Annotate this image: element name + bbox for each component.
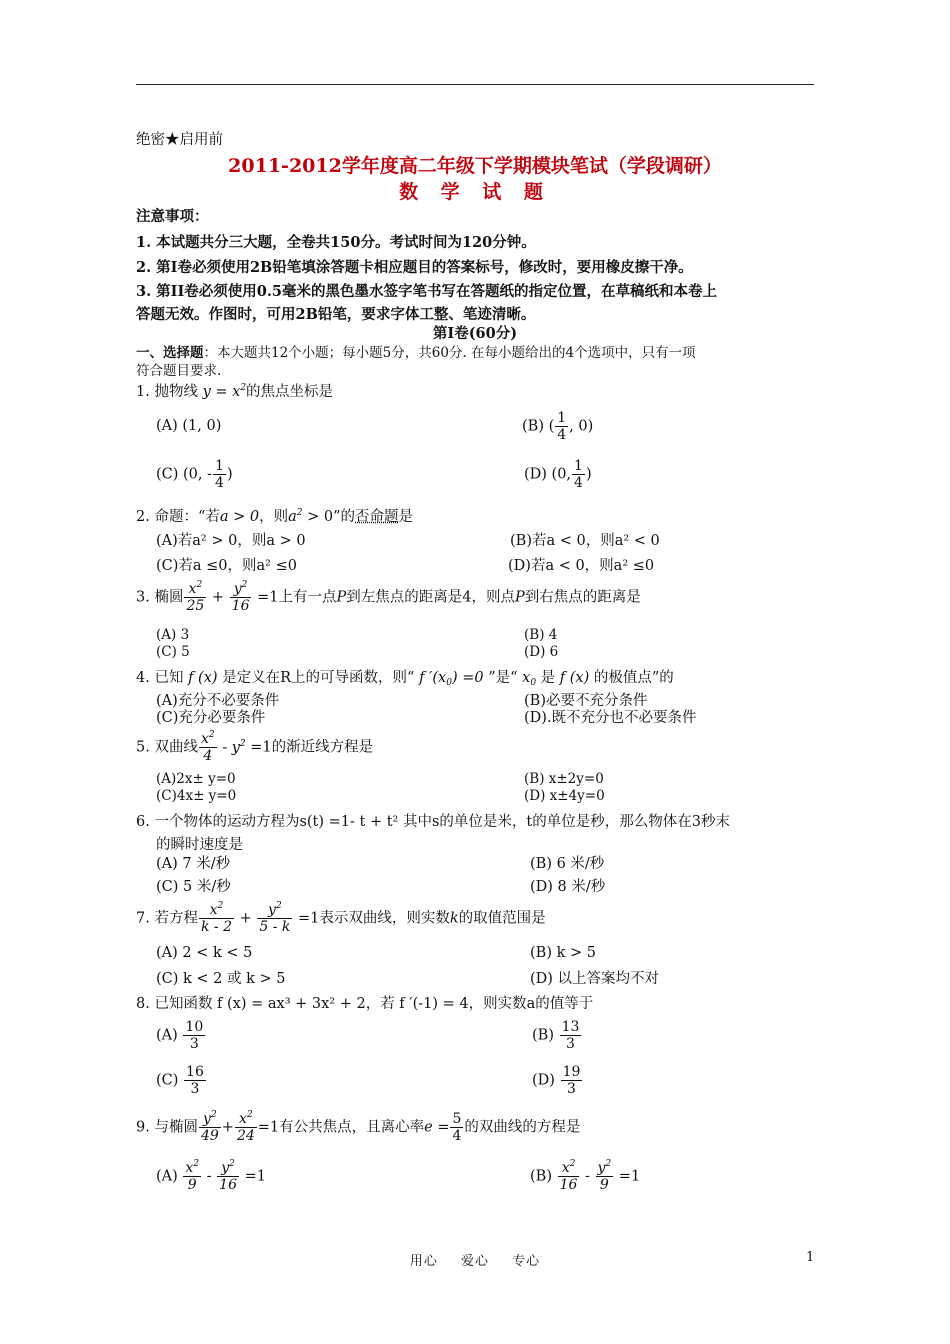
q5-stem	[136, 731, 373, 764]
q8-d-den: 3	[567, 1081, 576, 1097]
q4-fp-tail: ) =0	[451, 670, 484, 686]
q5-frac-den: 4	[203, 748, 213, 764]
section-intro: ：本大题共12个小题；每小题5分，共60分. 在每小题给出的4个选项中，只有一项	[203, 345, 696, 361]
q2-option-d: (D)若a < 0，则a² ≤0	[508, 558, 655, 574]
q8-option-c	[156, 1064, 207, 1097]
q9-frac-x-num: $x^2$	[235, 1111, 257, 1128]
q4-stem-a: 4. 已知	[136, 670, 184, 686]
q1-b-frac	[555, 410, 568, 443]
q8-b-den: 3	[566, 1036, 575, 1052]
q7-frac-y-den: 5 - k	[259, 919, 291, 935]
q3-option-b: (B) 4	[524, 627, 558, 643]
q9-b-minus: -	[585, 1168, 590, 1185]
q9-b-x: x	[561, 1160, 570, 1176]
secret-label: 绝密★启用前	[136, 132, 223, 148]
q9-frac-y-den: 49	[200, 1128, 219, 1144]
q2-stem-d-text: a	[288, 509, 297, 525]
q5-option-c: (C)4x± y=0	[156, 788, 237, 804]
q9-stem-b: =1有公共焦点，且离心率	[257, 1119, 425, 1136]
q7-frac-y-num: $y^2$	[257, 902, 292, 919]
q3-y: y	[233, 581, 242, 597]
q9-b-den2: 9	[599, 1177, 609, 1193]
q8-stem: 8. 已知函数 f (x) = ax³ + 3x² + 2，若 f ′(-1) = 4，则实数a的值等于	[136, 996, 594, 1012]
q1-c-tail: )	[226, 466, 233, 483]
q4-fprime: f $'(x_0) =0$	[419, 670, 484, 688]
q8-b-num: 13	[561, 1019, 580, 1035]
q4-stem-d: 是	[540, 670, 556, 686]
q3-stem-a: 3. 椭圆	[136, 589, 184, 606]
q4-x0-text: x	[522, 670, 531, 686]
q4-fx1: f (x)	[188, 670, 218, 686]
q4-option-d: (D).既不充分也不必要条件	[524, 710, 697, 726]
q3-stem-c: 到左焦点的距离是4，则点	[346, 589, 515, 606]
page-number: 1	[806, 1250, 815, 1265]
q3-frac-x-num: $x^2$	[184, 581, 206, 598]
q3-stem-b: =1上有一点	[257, 589, 337, 606]
q5-stem-c: =1的渐近线方程是	[245, 739, 374, 756]
q7-x: x	[209, 902, 218, 918]
q1-c-label: (C) (0, -	[156, 466, 213, 483]
q3-frac-x	[184, 581, 206, 614]
q7-option-b: (B) k > 5	[530, 945, 596, 961]
notice-heading: 注意事项：	[136, 208, 209, 225]
q9-option-b	[530, 1160, 640, 1193]
q7-frac-x-num: $x^2$	[199, 902, 234, 919]
q4-fp-text: f ′(x	[419, 670, 447, 686]
q1-d-den: 4	[574, 475, 583, 491]
q9-stem-c: 的双曲线的方程是	[464, 1119, 581, 1136]
q3-frac-x-den: 25	[186, 598, 205, 614]
q7-frac-y	[257, 902, 292, 935]
q7-stem: 7. 若方程 $\frac{x^2}{k - 2}$ + $\frac{y^2}{5 - k}$ =1表示双曲线，则实数k的取值范围是	[136, 901, 546, 935]
q8-a-num: 10	[185, 1019, 204, 1035]
exam-title: 2011-2012学年度高二年级下学期模块笔试（学段调研）	[228, 155, 722, 177]
q1-stem	[136, 380, 333, 401]
q1-option-d	[524, 458, 592, 491]
q2-option-b: (B)若a < 0，则a² < 0	[510, 533, 660, 549]
q8-b-label: (B)	[532, 1027, 554, 1044]
part1-title: 第I卷(60分)	[432, 325, 518, 342]
q1-d-label: (D) (0,	[524, 466, 572, 483]
q7-frac-x	[199, 902, 234, 935]
q4-stem-b: 是定义在R上的可导函数，则“	[222, 670, 415, 686]
q9-e-num: 5	[452, 1111, 462, 1127]
q3-stem-d: 到右焦点的距离是	[524, 589, 641, 606]
q9-option-a	[156, 1160, 266, 1193]
q1-c-num: 1	[215, 458, 224, 474]
q5-option-a: (A)2x± y=0	[156, 771, 236, 787]
page-footer: 用心 爱心 专心	[409, 1254, 541, 1269]
q6-option-a: (A) 7 米/秒	[156, 856, 231, 872]
exam-subtitle: 数 学 试 题	[399, 181, 551, 203]
q9-a-den2: 16	[219, 1177, 237, 1193]
q9-b-num2: $y^2$	[597, 1159, 612, 1176]
q3-frac-y-num: $y^2$	[230, 581, 252, 598]
q7-stem-a: 7. 若方程	[136, 910, 198, 927]
q9-b-frac2	[596, 1160, 614, 1193]
q1-option-b	[522, 410, 593, 443]
q4-x0: $x_0$	[522, 670, 537, 688]
q7-option-c: (C) k < 2 或 k > 5	[156, 971, 286, 987]
q9-a-x: x	[185, 1160, 194, 1176]
q1-d-num: 1	[574, 458, 583, 474]
q2-option-a: (A)若a² > 0，则a > 0	[156, 533, 306, 549]
q9-a-num2: $y^2$	[217, 1160, 239, 1177]
q9-b-num1: $x^2$	[558, 1160, 580, 1177]
q9-b-eq: =1	[618, 1168, 641, 1185]
q3-stem: 3. 椭圆 $\frac{x^2}{25}$ + $\frac{y^2}{16}$ =1上有一点P到左焦点的距离是4，则点P到右焦点的距离是	[136, 580, 641, 614]
notice-item-3: 3. 第II卷必须使用0.5毫米的黑色墨水签字笔书写在答题纸的指定位置，在草稿纸和本卷上	[136, 283, 717, 300]
q6-option-d: (D) 8 米/秒	[530, 879, 606, 895]
section-heading: 一、选择题	[136, 345, 204, 361]
q1-d-tail: )	[585, 466, 592, 483]
q7-option-a: (A) 2 < k < 5	[156, 945, 253, 961]
q8-a-frac	[183, 1019, 205, 1052]
q9-a-y: y	[221, 1160, 230, 1176]
q8-option-a	[156, 1019, 206, 1052]
header-rule	[136, 84, 814, 85]
q1-stem-text: 1. 抛物线	[136, 384, 198, 400]
q6-stem-line1: 6. 一个物体的运动方程为s(t) =1- t + t² 其中s的单位是米，t的单位是秒，那么物体在3秒末	[136, 814, 730, 830]
q1-math-text: y = x	[202, 384, 241, 400]
notice-item-3-cont: 答题无效。作图时，可用2B铅笔，要求字体工整、笔迹清晰。	[136, 306, 536, 323]
q5-frac	[199, 731, 217, 764]
q1-b-tail: , 0)	[569, 418, 594, 435]
q9-a-den1: 9	[187, 1177, 197, 1193]
q6-stem-line2: 的瞬时速度是	[156, 837, 243, 853]
q2-stem-c: ，则	[259, 509, 289, 525]
q1-c-frac	[213, 458, 226, 491]
q3-option-a: (A) 3	[156, 627, 190, 643]
q4-option-b: (B)必要不充分条件	[524, 693, 648, 709]
q8-option-d	[532, 1064, 583, 1097]
q1-b-label: (B) (	[522, 418, 555, 435]
q7-frac-x-den: k - 2	[200, 919, 232, 935]
q2-option-c: (C)若a ≤0，则a² ≤0	[156, 558, 297, 574]
q9-a-num1: $x^2$	[185, 1159, 200, 1176]
q5-x: x	[200, 731, 209, 747]
q9-a-eq: =1	[244, 1168, 266, 1185]
q1-option-c	[156, 458, 233, 491]
q9-b-frac1	[558, 1160, 580, 1193]
q9-frac-e	[450, 1111, 463, 1144]
q7-y: y	[268, 902, 276, 918]
q8-d-num: 19	[562, 1064, 581, 1080]
q8-c-label: (C)	[156, 1072, 179, 1089]
q2-stem-d: $a^2$	[288, 508, 303, 525]
q7-option-d: (D) 以上答案均不对	[530, 971, 660, 987]
q9-frac-x	[235, 1111, 257, 1144]
q8-d-label: (D)	[532, 1072, 555, 1089]
q8-c-frac	[184, 1064, 206, 1097]
q9-a-frac2	[217, 1160, 239, 1193]
section-intro-line2: 符合题目要求.	[136, 363, 222, 379]
notice-item-1: 1. 本试题共分三大题，全卷共150分。考试时间为120分钟。	[136, 234, 536, 251]
q9-e: e =	[424, 1119, 450, 1136]
q3-x: x	[188, 581, 197, 597]
q3-p2: P	[514, 589, 525, 606]
q9-a-label: (A)	[156, 1168, 178, 1185]
q9-b-y: y	[597, 1160, 606, 1176]
q8-a-label: (A)	[156, 1027, 178, 1044]
q2-stem	[136, 505, 413, 526]
q2-stem-b: a > 0	[219, 509, 260, 525]
q9-frac-x-den: 24	[236, 1128, 255, 1144]
q9-stem: 9. 与椭圆 $\frac{y^2}{49}$ + $\frac{x^2}{24}$ =1有公共焦点，且离心率e = $\frac{5}{4}$ 的双曲线的方程是	[136, 1110, 581, 1144]
q3-frac-y	[230, 581, 252, 614]
q1-c-den: 4	[215, 475, 224, 491]
q4-stem-e: 的极值点”的	[593, 670, 674, 686]
q3-frac-y-den: 16	[231, 598, 250, 614]
q4-option-c: (C)充分必要条件	[156, 710, 266, 726]
q3-p1: P	[336, 589, 347, 606]
q1-option-a: (A) (1, 0)	[156, 418, 222, 434]
section-intro-line1	[136, 341, 696, 361]
q9-a-minus: -	[206, 1168, 212, 1185]
q6-option-c: (C) 5 米/秒	[156, 879, 231, 895]
q1-b-num: 1	[557, 410, 567, 426]
q3-option-c: (C) 5	[156, 644, 190, 660]
notice-item-2: 2. 第I卷必须使用2B铅笔填涂答题卡相应题目的答案标号，修改时，要用橡皮擦干净。	[136, 259, 693, 276]
q1-math: $y = x^2$	[202, 383, 247, 400]
q1-d-frac	[572, 458, 585, 491]
q8-b-frac	[560, 1019, 582, 1052]
q8-a-den: 3	[189, 1036, 199, 1052]
q9-b-label: (B)	[530, 1168, 552, 1185]
q2-negation: 否命题	[355, 509, 399, 525]
q4-fx2: f (x)	[559, 670, 590, 686]
q8-d-frac	[561, 1064, 583, 1097]
q7-stem-b: =1表示双曲线，则实数	[298, 910, 450, 927]
q4-stem	[136, 666, 674, 687]
q5-stem-a: 5. 双曲线	[136, 739, 198, 756]
q1-stem-tail: 的焦点坐标是	[246, 384, 334, 400]
q9-x: x	[239, 1111, 247, 1127]
q6-option-b: (B) 6 米/秒	[530, 856, 605, 872]
q7-k: k	[449, 910, 459, 927]
q2-stem-a: 2. 命题：“若	[136, 509, 220, 525]
q2-stem-f: 是	[398, 509, 414, 525]
q9-frac-y	[199, 1111, 221, 1144]
q4-option-a: (A)充分不必要条件	[156, 693, 280, 709]
q9-a-frac1	[183, 1160, 201, 1193]
q5-frac-num: $x^2$	[200, 730, 215, 747]
q1-b-den: 4	[557, 427, 567, 443]
q5-option-d: (D) x±4y=0	[524, 788, 605, 804]
q9-y: y	[203, 1111, 211, 1127]
q9-b-den1: 16	[559, 1177, 578, 1193]
q8-c-num: 16	[186, 1064, 204, 1080]
q5-option-b: (B) x±2y=0	[524, 771, 604, 787]
q5-y-text: - y	[222, 739, 240, 756]
q3-option-d: (D) 6	[524, 644, 559, 660]
q8-option-b	[532, 1019, 582, 1052]
q9-stem-a: 9. 与椭圆	[136, 1119, 198, 1136]
q9-frac-y-num: $y^2$	[199, 1111, 221, 1128]
q2-stem-e: > 0”的	[302, 509, 356, 525]
q9-e-den: 4	[452, 1128, 462, 1144]
q7-stem-c: 的取值范围是	[458, 910, 546, 927]
q8-c-den: 3	[190, 1081, 200, 1097]
q4-stem-c: ”是“	[488, 670, 518, 686]
q5-y: - $y^2$	[222, 738, 246, 756]
